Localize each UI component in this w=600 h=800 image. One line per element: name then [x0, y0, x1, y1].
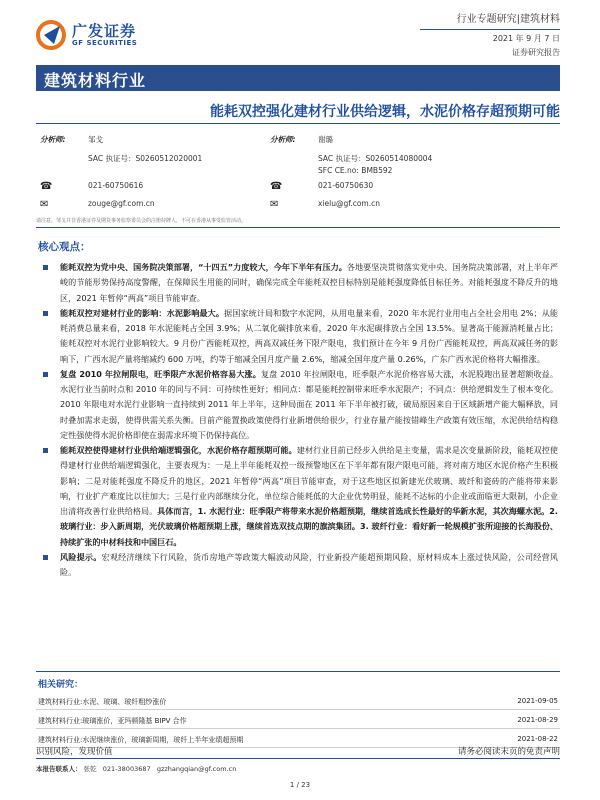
report-subtitle: 能耗双控强化建材行业供给逻辑，水泥价格存超预期可能 [210, 104, 560, 120]
paragraph-body: 据国家统计局和数字水泥网，从用电量来看，2020 年水泥行业用电占全社会用电 2%；从能耗消费总量来看，2018 年水泥能耗占全国 3.9%；从二氧化碳排放来看，2020 年水泥碳排放占全国 13.5%。显著高于能源消耗量占比；能耗双控对水泥行业影响较大。9 月份广西能耗双控，两高双减任务下限产限电，我们预计在今年 9 月份广西能耗双控，两高双减任务的影响下，广西水泥产量将缩减约 600 万吨，约等于缩减全国月度产量 2.6%，缩减全国年度产量 0.26%，广东广西水泥价格将大幅推涨。 [60, 307, 558, 364]
contact-label: 本报告联系人： [36, 765, 82, 773]
square-bullet-icon [43, 311, 48, 316]
report-type: 行业专题研究|建筑材料 [456, 14, 560, 25]
paragraph-lead: 能耗双控为党中央、国务院决策部署，“十四五”力度较大，今年下半年有压力。 [60, 262, 347, 272]
footer-disclaimer-link[interactable]: 请务必阅读末页的免责声明 [457, 747, 560, 757]
paragraph-lead: 风险提示。 [60, 551, 102, 562]
paragraph-body: 建材行业目前已经步入供给是主变量，需求是次变量新阶段，能耗双控使得建材行业供给端逻辑强化，主要表现为：一是上半年能耗双控一级预警地区在下半年都有限产限电可能，将对南方地区水泥价格产生积极影响；二是对能耗强度不降反升的地区，2021 年暂停“两高”项目节能审查，对于这些地区拟新建光伏玻璃、玻纤和瓷砖的产能将带来影响，行业扩产难度比以往加大；三是行业内部继续分化，单位综合能耗低的大企业优势明显，能耗不达标的小企业或面临更大限制，小企业出清将改善行业供给格局。 [60, 445, 558, 516]
paragraph-lead: 能耗双控使得建材行业供给端逻辑强化，水泥价格存超预期可能。 [60, 445, 297, 455]
mail-icon: ✉ [270, 199, 279, 210]
related-date: 2021-08-29 [517, 716, 558, 724]
core-paragraph [40, 443, 558, 550]
header-meta [457, 10, 560, 58]
core-paragraph [40, 260, 558, 306]
analyst-label: 分析师: [40, 135, 66, 144]
divider [36, 671, 560, 672]
related-date: 2021-08-22 [517, 735, 558, 743]
phone-icon: ☎ [40, 181, 53, 192]
divider [36, 227, 560, 228]
page-number: 1 / 23 [289, 781, 311, 789]
header-rule [420, 29, 560, 30]
analyst-sfc: SFC CE.no: BMB592 [318, 166, 393, 175]
logo-mark-icon [36, 20, 66, 50]
core-paragraph [40, 306, 558, 367]
analyst-name: 邹戈 [88, 135, 103, 144]
logo-cn-text: 广发证券 [72, 22, 137, 40]
disclaimer-note: 请注意，邹戈并非香港证券及期货事务监察委员会的注册持牌人，不可在香港从事受监管活动。 [36, 218, 247, 224]
footer-slogan: 识别风险，发现价值 [36, 747, 113, 757]
analyst-email[interactable]: zouge@gf.com.cn [88, 199, 155, 208]
related-research-list [36, 691, 560, 748]
contact-email[interactable]: gzzhangqian@gf.com.cn [156, 765, 237, 773]
mail-icon: ✉ [40, 199, 49, 210]
analyst-email[interactable]: xielu@gf.com.cn [318, 199, 380, 208]
analyst-block-2 [270, 134, 520, 214]
paragraph-body: 各地要坚决贯彻落实党中央、国务院决策部署，对上半年严峻的节能形势保持高度警醒，在保障民生用能的同时，确保完成全年能耗双控目标特别是能耗强度降低目标任务。对能耗强度不降反升的地区，2021 年暂停“两高”项目节能审查。 [60, 262, 558, 303]
related-date: 2021-09-05 [517, 697, 558, 705]
square-bullet-icon [43, 448, 48, 453]
core-views [40, 260, 558, 580]
paragraph-conclusion: 具体而言，1. 水泥行业：旺季限产将带来水泥价格超预期，继续首选成长性最好的华新水泥，其次海螺水泥。2. 玻璃行业：步入新周期，光伏玻璃价格超预期上涨，继续首选双技点期的旗滨集团。3. 玻纤行业：看好新一轮规模扩张所迎接的长海股份、持续扩张的中材科技和中国巨石。 [60, 506, 558, 547]
analyst-phone: 021-60750630 [318, 181, 374, 190]
core-paragraph [40, 550, 558, 581]
list-item[interactable] [36, 691, 560, 710]
report-kind: 证券研究报告 [512, 48, 560, 57]
core-views-title: 核心观点： [38, 241, 91, 253]
industry-banner [36, 65, 560, 91]
contact-phone: 021-38003687 [102, 765, 151, 773]
square-bullet-icon [43, 265, 48, 270]
paragraph-body: 复盘 2010 年拉闸限电，旺季限产水泥价格容易大涨，水泥股跑出显著超额收益。水泥行业当前时点和 2010 年的同与不同：可持续性更好；相同点：都是能耗控制带来旺季水泥限产；不同点：供给逻辑发生了根本变化。2010 年限电对水泥行业影响一直持续到 2011 年上半年，这种局面在 2011 年下半年被打破，破局原因来自于区域新增产能大幅释放，同时叠加需求走弱，使得供需关系失衡。目前产能置换政策使得行业新增供给很少，行业存量产能按错峰生产政策有效压缩，水泥供给结构稳定性强使得水泥价格即使在弱需求环境下仍保持高位。 [60, 368, 558, 440]
analyst-label: 分析师: [270, 135, 296, 144]
company-logo [36, 20, 166, 50]
paragraph-lead: 能耗双控对建材行业的影响：水泥影响最大。 [60, 307, 225, 318]
square-bullet-icon [43, 372, 48, 377]
related-title[interactable]: 建筑材料行业:水泥继续涨价，玻璃新周期，玻纤上半年业绩超预期 [38, 736, 244, 744]
phone-icon: ☎ [270, 181, 283, 192]
square-bullet-icon [43, 555, 48, 560]
report-date: 2021 年 9 月 7 日 [492, 34, 560, 43]
paragraph-lead: 复盘 2010 年拉闸限电，旺季限产水泥价格容易大涨。 [60, 368, 261, 379]
analyst-name: 谢璐 [318, 135, 333, 144]
analyst-block-1 [40, 134, 270, 214]
paragraph-body: 宏观经济继续下行风险，货币房地产等政策大幅波动风险，行业新投产能超预期风险，原材料成本上涨过快风险，公司经营风险。 [60, 551, 558, 577]
analyst-sac: SAC 执证号：S0260512020001 [88, 154, 203, 163]
industry-title: 建筑材料行业 [44, 71, 147, 90]
list-item[interactable] [36, 710, 560, 729]
analyst-sac: SAC 执证号：S0260514080004 [318, 154, 433, 163]
related-title[interactable]: 建筑材料行业:水泥、玻璃、玻纤粗纱涨价 [38, 698, 167, 706]
related-title[interactable]: 建筑材料行业:玻璃涨价，亚玛顿隆基 BIPV 合作 [38, 717, 187, 725]
related-research-title: 相关研究： [38, 680, 84, 690]
logo-en-text: GF SECURITIES [72, 39, 138, 47]
core-paragraph [40, 367, 558, 443]
analyst-phone: 021-60750616 [88, 181, 144, 190]
subtitle-rule [36, 123, 560, 124]
report-contact [36, 764, 236, 773]
footer-rule [36, 758, 560, 759]
contact-name: 张乾 [83, 765, 97, 773]
